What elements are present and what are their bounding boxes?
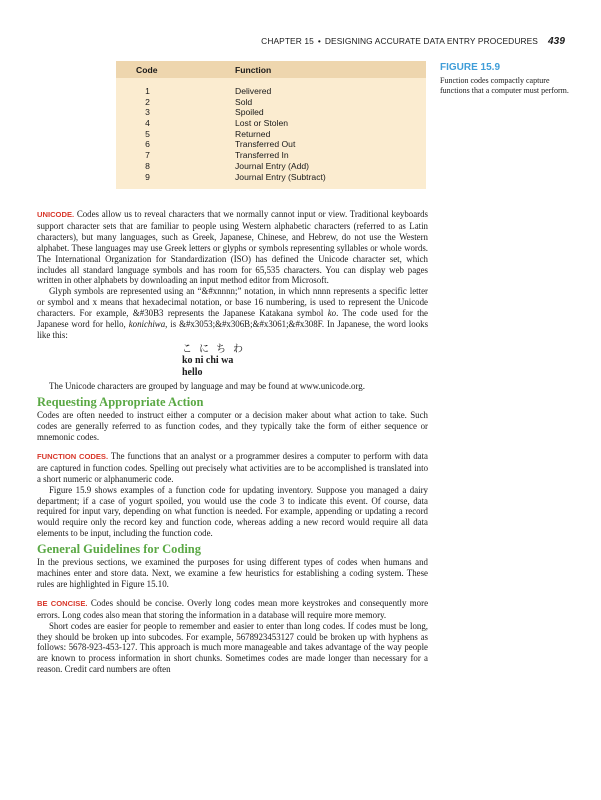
function-cell: Delivered: [235, 86, 272, 96]
header-separator: •: [317, 36, 321, 46]
function-codes-paragraph: [37, 451, 428, 485]
table-row: [116, 107, 426, 118]
unicode-groups-paragraph: The Unicode characters are grouped by language and may be found at www.unicode.org.: [49, 381, 365, 392]
function-cell: Transferred In: [235, 150, 289, 161]
be-concise-run-in-head: BE CONCISE.: [37, 598, 88, 608]
table-row: [116, 150, 426, 161]
function-cell: Returned: [235, 128, 271, 139]
section-heading-general-guidelines: General Guidelines for Coding: [37, 542, 202, 557]
glyph-text-b: . The code used for the Japanese word for hello,: [37, 308, 428, 330]
general-guidelines-paragraph: In the previous sections, we examined the purposes for using different types of codes when humans and machines enter and store data. Next, we examine a few heuristics for establishing a coding system. These rules are highlighted in Figure 15.10.: [37, 557, 428, 589]
function-code-table: [116, 61, 426, 189]
glyph-text-a: Glyph symbols are represented using an “&#xnnnn;” notation, in which nnnn represents a specific letter or symbol and x means that hexadecimal notation, or base 16 numbering, is used to represent the Unicode characters. For example, &#30B3 represents the Japanese Katakana symbol: [37, 286, 428, 319]
short-codes-paragraph: Short codes are easier for people to remember and easier to enter than long codes. If codes must be long, they should be broken up into subcodes. For example, 5678923453127 could be broken up with hyphens as follows: 5678-923-453-127. This approach is much more manageable and takes advantage of the way people are known to process information in short chunks. Sometimes codes are made longer than necessary for a reason. Credit card numbers are often: [37, 620, 428, 675]
column-header-function: Function: [235, 65, 272, 75]
unicode-paragraph: [37, 209, 428, 286]
function-cell: Spoiled: [235, 107, 264, 118]
unicode-text: Codes allow us to reveal characters that we normally cannot input or view. Traditional keyboards support character sets that are familiar to people using Western alphabetic characters (referred to as Latin characters), but many languages, such as Greek, Japanese, Chinese, and Hebrew, do not use the Western alphabet. These languages may use Greek letters or glyphs or symbols representing syllables or whole words. The International Organization for Standardization (ISO) has defined the Unicode character set, which includes all standard language symbols and has room for 65,535 characters. You can display web pages written in other alphabets by downloading an input method editor from Microsoft.: [37, 209, 428, 286]
function-cell: Journal Entry (Add): [235, 160, 310, 171]
code-cell: 4: [145, 118, 150, 129]
be-concise-paragraph: [37, 598, 428, 621]
running-header: [0, 36, 565, 47]
requesting-action-paragraph: Codes are often needed to instruct either a computer or a decision maker about what action to take. Such codes are generally referred to as function codes, and they typically take the form of either sequence or mnemonic codes.: [37, 410, 428, 442]
chapter-label: CHAPTER 15: [261, 36, 314, 46]
page-number: 439: [548, 36, 565, 47]
table-row: [116, 118, 426, 129]
chapter-title: DESIGNING ACCURATE DATA ENTRY PROCEDURES: [324, 36, 538, 46]
function-cell: Lost or Stolen: [235, 118, 289, 129]
table-row: [116, 172, 426, 183]
table-body: [116, 86, 426, 182]
japanese-romaji: ko ni chi wa: [182, 355, 234, 367]
function-cell: Journal Entry (Subtract): [235, 171, 326, 182]
function-cell: Transferred Out: [235, 139, 296, 150]
body-text: [37, 209, 428, 675]
glyph-term-konichiwa: konichiwa: [128, 319, 166, 330]
code-cell: 2: [145, 96, 150, 107]
code-cell: 5: [145, 128, 150, 139]
unicode-run-in-head: UNICODE.: [37, 210, 75, 219]
function-codes-run-in-head: FUNCTION CODES.: [37, 451, 109, 461]
table-row: [116, 97, 426, 108]
code-cell: 8: [145, 160, 150, 171]
code-cell: 9: [145, 171, 150, 182]
figure-reference-paragraph: Figure 15.9 shows examples of a function code for updating inventory. Suppose you managed a dairy department; if a case of yogurt spoiled, you would use the code 3 to indicate this event. Of course, data required for input vary, depending on what function is needed. For example, appending or updating a record would require only the record key and function code, whereas adding a new record would require all data elements to be input, including the function code.: [37, 484, 428, 539]
table-row: [116, 139, 426, 150]
glyph-term-ko: ko: [327, 308, 337, 319]
table-row: [116, 161, 426, 172]
be-concise-text: Codes should be concise. Overly long codes mean more keystrokes and consequently more errors. Long codes also mean that storing the information in a database will require more memory.: [37, 597, 429, 620]
glyph-paragraph: [37, 286, 428, 341]
code-cell: 7: [145, 150, 150, 161]
column-header-code: Code: [136, 65, 158, 75]
figure-label: FIGURE 15.9: [440, 62, 501, 73]
glyph-text-c: , is &#x3053;&#x306B;&#x3061;&#x308F. In Japanese, the word looks like this:: [37, 319, 429, 340]
code-cell: 1: [145, 86, 150, 96]
japanese-example: [182, 344, 428, 379]
function-codes-text: The functions that an analyst or a programmer desires a computer to perform with data are captured in function codes. Spelling out precisely what activities are to be accomplished is translated into a short numeric or alphanumeric code.: [37, 450, 428, 484]
table-header: [116, 61, 426, 78]
table-row: [116, 129, 426, 140]
figure-caption: Function codes compactly capture functions that a computer must perform.: [440, 76, 569, 95]
table-row: [116, 86, 426, 97]
japanese-english: hello: [182, 366, 203, 378]
code-cell: 3: [145, 107, 150, 118]
function-cell: Sold: [235, 96, 253, 107]
code-cell: 6: [145, 139, 150, 150]
japanese-kana: こにちわ: [182, 343, 250, 355]
section-heading-requesting-action: Requesting Appropriate Action: [37, 395, 204, 410]
